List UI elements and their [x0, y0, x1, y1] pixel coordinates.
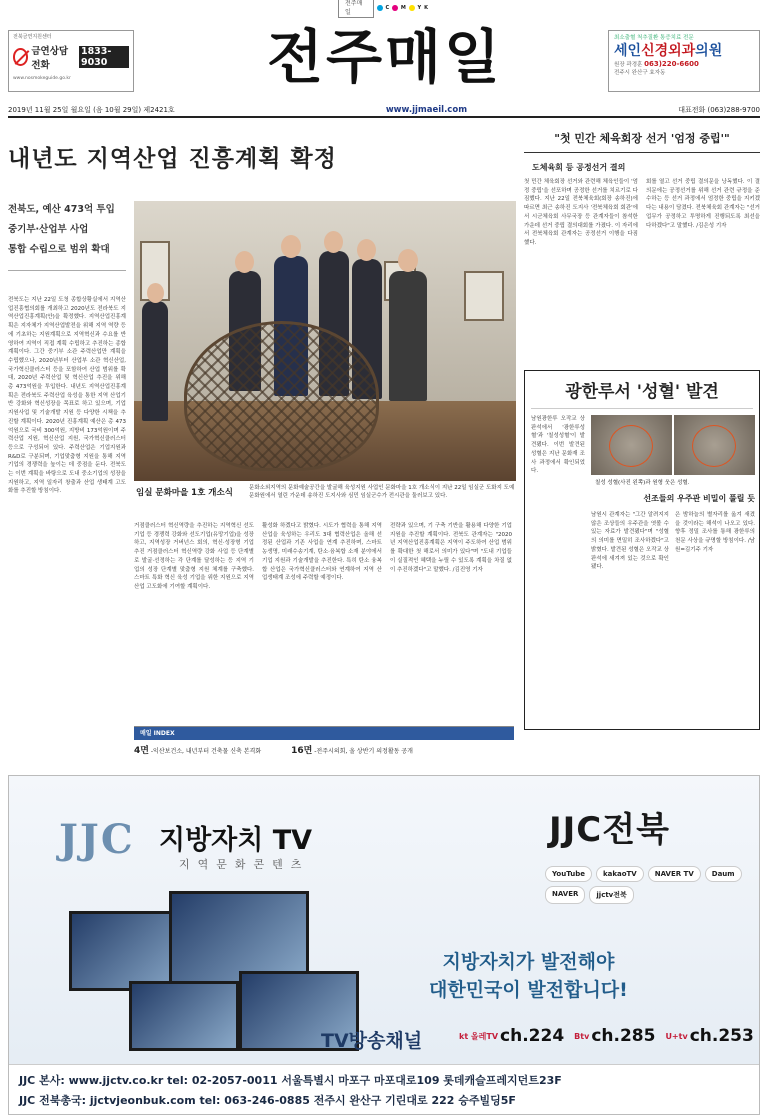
photo-wire-sculpture [184, 321, 379, 471]
ad-main [13, 43, 129, 71]
gwanghallu-col-b: 남원시 관계자는 "그간 알려지지 않은 조상들의 우주관을 엿볼 수 있는 자료가 발견됐다"며 "성혈의 의미를 면밀히 조사하겠다"고 밝혔다. 발견된 성혈은 오작교 상판석에 새겨져 있는 것으로 확인됐다. [591, 512, 669, 571]
index-items [134, 743, 514, 756]
gwanghallu-img-caption: 칠성 성혈(사진 왼쪽)과 원형 웃은 성혈. [595, 480, 690, 486]
photo-person-6 [389, 271, 427, 401]
channel-kt [459, 1026, 564, 1046]
clinic-ad[interactable] [608, 30, 760, 92]
issue-number: 제2421호 [143, 106, 175, 114]
subhead-2: 중기부·산업부 사업 [8, 224, 89, 235]
jjc-right-suffix: 전북 [602, 810, 670, 850]
sports-article-cols [524, 178, 760, 348]
tv-subtitle: 지역문화콘텐츠 [179, 858, 310, 871]
issue-info [8, 105, 175, 115]
ad-phone: 1833-9030 [79, 46, 129, 68]
clinic-name-2: 신경외과 [641, 43, 696, 59]
index-text-2: -전주시의회, 올 상반기 의정활동 공개 [314, 748, 413, 755]
index-page-2: 16면 [291, 746, 313, 756]
channel-list [459, 1026, 754, 1046]
channel-btv-number: ch.285 [591, 1026, 656, 1046]
article-column-3: 활성화 하겠다고 밝혔다. 시도가 협력을 통해 지역산업을 육성하는 우리도 3대 협력산업은 올해 선정된 산업과 기존 사업을 연계 추진하며, 스마트 농생명, 미래수송기계, 탄소·융복합 소재 분야에서 기업 지원과 기술개발을 추진한다. 특히 탄소 융복합 산업은 국가혁신클러스터와 연계하여 지역 산업생태계 조성에 주력할 예정이다. [262, 523, 382, 582]
channel-btv [574, 1026, 655, 1046]
ad-slogan [429, 948, 628, 1004]
index-page-1: 4면 [134, 746, 149, 756]
subhead-3: 통합 수립으로 범위 확대 [8, 244, 110, 255]
clinic-contact [614, 60, 754, 69]
clinic-name-1: 세인 [614, 43, 642, 59]
subhead-1: 전북도, 예산 473억 투입 [8, 204, 115, 215]
photo-head-5 [357, 239, 376, 261]
issue-date: 2019년 11월 25일 월요일 (음 10월 29일) [8, 106, 142, 114]
jjc-logo-left: JJC [59, 816, 135, 863]
photo-person-1 [142, 301, 168, 421]
daum-logo[interactable]: Daum [705, 866, 742, 882]
monitor-3 [129, 981, 239, 1051]
clinic-name-3: 의원 [695, 43, 723, 59]
jjc-tv-ad[interactable] [8, 775, 760, 1115]
sports-col-b: 회를 열고 선거 중립 결의문을 낭독했다. 이 결의문에는 공정선거를 위해 선거 관련 규정을 준수하는 등 선거 과정에서 엄정한 중립을 지키겠다는 내용이 담겼다. 전북체육회 관계자는 "선거 업무가 공정하고 투명하게 진행되도록 최선을 다하겠다"고 말했다. /김은성 기자 [646, 179, 760, 229]
channel-uplus-brand: U+tv [665, 1031, 688, 1041]
photo-caption: 문화소외지역의 문화예술공간을 발굴해 육성지원 사업인 문화마을 1호 개소식이 지난 22일 임실군 도화지 도예문화원에서 열린 가운데 송하진 도지사와 심민 임실군수가 전시관을 둘러보고 있다. [249, 485, 515, 499]
channel-kt-brand: kt 올레TV [459, 1031, 499, 1041]
article-column-4: 전략과 있으며, 기 구축 기반을 활용해 다양한 기업 지원을 추진할 계획이다. 전북도 관계자는 "2020년 지역산업진흥계획은 지역이 주도하여 산업 범위를 확대한 첫 해로서 의미가 있다"며 "도내 기업들이 실질적인 혜택을 누릴 수 있도록 계획을 차질 없이 추진하겠다"고 말했다. /김진영 기자 [390, 523, 512, 573]
index-text-1: -익산보건소, 내년부터 건축물 신축 본격화 [150, 748, 262, 755]
site-url[interactable]: www.jjmaeil.com [385, 105, 468, 115]
stone-image-1 [591, 415, 672, 475]
stone-image-2 [674, 415, 755, 475]
index-item-2[interactable] [291, 743, 413, 756]
youtube-logo[interactable]: YouTube [545, 866, 592, 882]
main-phone: 대표전화 (063)288-9700 [678, 106, 760, 114]
slogan-line-2: 대한민국이 발전합니다! [429, 979, 628, 1001]
subheads [8, 200, 126, 277]
ad-service: 금연상담전화 [31, 46, 69, 71]
contact-line-2[interactable]: JJC 전북총국: jjctvjeonbuk.com tel: 063-246-0885 전주시 완산구 기린대로 222 승주빌딩5F [19, 1094, 516, 1107]
channel-kt-number: ch.224 [500, 1026, 565, 1046]
k-label: K [424, 4, 428, 11]
photo-head-6 [398, 249, 418, 272]
main-headline[interactable]: 내년도 지역산업 진흥계획 확정 [8, 146, 337, 172]
article-column-2: 거점클러스터 혁신역량을 추진하는 지역혁신 선도기업 등 경쟁력 강화와 선도기업(유망기업)을 성장하고, 지역성장 거버넌스 회의, 혁신·성장형 기업 추진 거점클러스터 혁신역량 강화 사업 등 단계별로 발굴·선정하는 각 단계를 달성하는 등 지역 기업의 성장 단계별 맞춤형 지원 체계를 구축했다. 스마트 특화 혁신 육성 기업을 위한 지원으로 지역 산업 고도화에 기여할 계획이다. [134, 523, 254, 590]
photo-head-3 [281, 235, 301, 258]
photo-head-4 [324, 231, 343, 253]
cyan-dot [377, 5, 383, 11]
kakaotv-logo[interactable]: kakaoTV [596, 866, 644, 882]
jjctv-logo[interactable]: jjctv전북 [589, 886, 633, 904]
index-item-1[interactable] [134, 743, 261, 756]
smoking-cessation-ad[interactable] [8, 30, 134, 92]
photo-caption-title: 임실 문화마을 1호 개소식 [136, 488, 233, 498]
photo-head-1 [147, 283, 164, 303]
clinic-addr: 전주시 완산구 효자동 [614, 70, 666, 76]
ad-foot: www.nosmokeguide.go.kr [13, 76, 71, 81]
channel-label: TV방송채널 [321, 1030, 423, 1052]
contact-line-1[interactable]: JJC 본사: www.jjctv.co.kr tel: 02-2057-0011 서울특별시 마포구 마포대로109 롯데캐슬프레지던트23F [19, 1074, 562, 1087]
channel-btv-brand: Btv [574, 1031, 590, 1041]
print-registration-bar [338, 0, 428, 16]
c-label: C [385, 4, 390, 11]
tv-title: 지방자치 TV [159, 825, 313, 856]
gwanghallu-title: 광한루서 '성혈' 발견 [531, 371, 753, 409]
dateline [8, 104, 760, 118]
channel-uplus [665, 1026, 753, 1046]
article-column-1: 전북도는 지난 22일 도청 종합상황실에서 지역산업진흥협의회를 개최하고 2020년도 전라북도 지역산업진흥계획(안)을 확정했다. 지역산업진흥계획은 지자체가 지역산업발전을 위해 지역 역량 등에 기초하는 지원계획으로 지역혁신과 수요를 반영하여 지역이 직접 계획 수립하고 추진하는 종합계획이다. 그간 중기부 소관 주력산업만 계획을 수립했으나, 2020년부터 산업부 소관 혁신산업, 국가혁신클러스터 등을 포함하여 산업 범위를 확대, 2020년 주력산업 및 혁신산업 추진을 위해 총 473억원을 투입한다. 내년도 지역산업진흥계획은 전라북도 주력산업 육성을 통한 지역 산업기반 강화와 혁신성장을 목표로 하고 있으며, 기업 지원사업 및 기술개발 지원 등 다양한 시책을 추진할 계획이다. 2020년 진흥계획 예산은 총 473억원으로 국비 300억원, 지방비 173억원이며 주력산업 지원, 혁신산업 지원, 국가혁신클러스터 등으로 구성되어 있다. 주력산업은 기업지원과 R&D로 구분되며, 기업맞춤형 지원을 통해 지역 기업의 경쟁력을 높이는 데 중점을 둔다. 전북도는 이번 계획을 바탕으로 도내 중소기업의 성장을 지원하고, 지역 일자리 창출과 산업 생태계 고도화를 추진할 방침이다. [8, 297, 126, 495]
jjc-right-text: JJC [549, 810, 603, 850]
no-smoking-icon [13, 48, 28, 66]
gwanghallu-col-a: 남원광한루 오작교 상판석에서 '광한루성혈'과 '칠성성혈'이 발견됐다. 이번 발견된 성혈은 지난 문화재 조사 과정에서 확인되었다. [531, 416, 585, 475]
ad-org: 전북금연지원센터 [13, 34, 52, 40]
magenta-dot [392, 5, 398, 11]
ad-contact [9, 1064, 759, 1115]
clinic-tel: 063)220-6600 [644, 60, 699, 68]
sports-election-article[interactable] [524, 130, 760, 360]
photo-head-2 [235, 251, 254, 273]
m-label: M [400, 4, 406, 11]
photo-frame-3 [464, 271, 504, 321]
y-label: Y [417, 4, 422, 11]
channel-uplus-number: ch.253 [689, 1026, 754, 1046]
clinic-name [614, 42, 754, 60]
index-bar: 매일 INDEX [134, 726, 514, 740]
sports-article-title: "첫 민간 체육회장 선거 '엄정 중립'" [524, 130, 760, 153]
clinic-director: 원장 곽경훈 [614, 62, 643, 68]
sports-article-sub: 도체육회 등 공정선거 결의 [532, 163, 626, 172]
gwanghallu-col-c: 은 밤하늘의 별자리를 옮겨 새겼을 것이라는 해석이 나오고 있다. 향후 정밀 조사를 통해 광한루의 천문 사상을 규명할 방침이다. /남원=김기주 기자 [675, 512, 755, 553]
print-name: 전주매일 [338, 0, 374, 18]
navertv-logo[interactable]: NAVER TV [648, 866, 701, 882]
article-photo [134, 201, 516, 481]
clinic-tag: 최소출혈 척추질환 통증치료 전문 [614, 35, 694, 41]
subhead-divider [8, 270, 126, 271]
yellow-dot [409, 5, 415, 11]
naver-logo[interactable]: NAVER [545, 886, 585, 904]
slogan-line-1: 지방자치가 발전해야 [442, 951, 615, 973]
sports-col-a: 첫 민간 체육회장 선거와 관련해 체육인들이 '엄정 중립'을 선포하며 공정한 선거를 치르기로 다짐했다. 지난 22일 전북체육회(회장 송하진)에 따르면 최근 송하진 도지사 '전북체육회 회관'에서 시군체육회 사무국장 등 관계자들이 참석한 가운데 선거 중립 결의대회를 가졌다. 이 자리에서 전북체육회 관계자는 공정선거 이행을 다짐했다. [524, 179, 638, 246]
gwanghallu-article[interactable] [524, 370, 760, 730]
jjc-logo-right [549, 801, 670, 852]
platform-logos [545, 866, 745, 904]
gwanghallu-sub: 선조들의 우주관 비밀이 풀릴 듯 [643, 494, 755, 503]
masthead-title: 전주매일 [266, 23, 504, 91]
gwanghallu-images [591, 415, 755, 475]
